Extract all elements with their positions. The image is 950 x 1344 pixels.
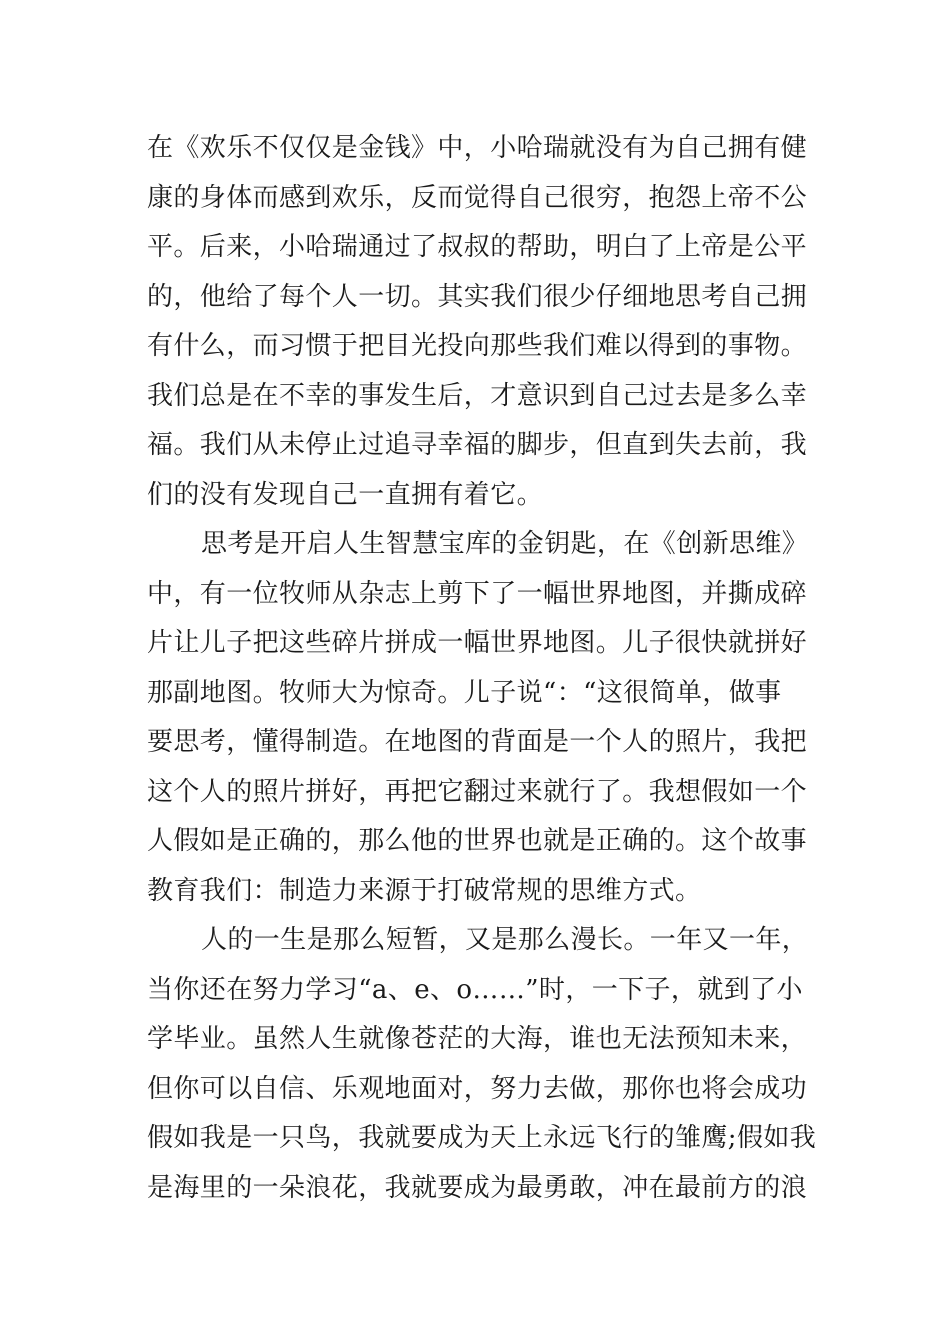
text-line: 的，他给了每个人一切。其实我们很少仔细地思考自己拥	[147, 281, 808, 312]
text-line: 我们总是在不幸的事发生后，才意识到自己过去是多么幸	[147, 380, 808, 411]
text-line: 福。我们从未停止过追寻幸福的脚步，但直到失去前，我	[147, 430, 808, 460]
paragraph-1	[147, 124, 807, 520]
text-line: 但你可以自信、乐观地面对，努力去做，那你也将会成功	[147, 1073, 808, 1104]
text-line: 平。后来，小哈瑞通过了叔叔的帮助，明白了上帝是公平	[147, 232, 808, 262]
text-line: 是海里的一朵浪花，我就要成为最勇敢，冲在最前方的浪	[147, 1172, 808, 1203]
text-line: 这个人的照片拼好，再把它翻过来就行了。我想假如一个	[147, 776, 808, 807]
text-line: 思考是开启人生智慧宝库的金钥匙，在《创新思维》	[201, 529, 809, 559]
text-line: 人的一生是那么短暂，又是那么漫长。一年又一年，	[201, 925, 809, 955]
text-line: 康的身体而感到欢乐，反而觉得自己很穷，抱怨上帝不公	[147, 182, 808, 213]
document-body	[147, 124, 817, 1213]
text-line: 在《欢乐不仅仅是金钱》中，小哈瑞就没有为自己拥有健	[147, 133, 808, 163]
paragraph-3	[147, 916, 817, 1213]
text-line: 当你还在努力学习“a、e、o……”时，一下子，就到了小	[147, 974, 803, 1005]
text-line: 假如我是一只鸟，我就要成为天上永远飞行的雏鹰;假如我	[147, 1123, 817, 1153]
text-line: 人假如是正确的，那么他的世界也就是正确的。这个故事	[147, 826, 808, 856]
text-line: 要思考，懂得制造。在地图的背面是一个人的照片，我把	[147, 727, 808, 757]
text-line: 们的没有发现自己一直拥有着它。	[147, 479, 544, 510]
paragraph-2	[147, 520, 807, 916]
text-line: 教育我们：制造力来源于打破常规的思维方式。	[147, 875, 702, 906]
text-line: 那副地图。牧师大为惊奇。儿子说“：“这很简单，做事	[147, 677, 782, 708]
text-line: 片让儿子把这些碎片拼成一幅世界地图。儿子很快就拼好	[147, 628, 808, 658]
text-line: 学毕业。虽然人生就像苍茫的大海，谁也无法预知未来，	[147, 1024, 808, 1054]
text-line: 中，有一位牧师从杂志上剪下了一幅世界地图，并撕成碎	[147, 578, 808, 609]
text-line: 有什么，而习惯于把目光投向那些我们难以得到的事物。	[147, 331, 808, 361]
